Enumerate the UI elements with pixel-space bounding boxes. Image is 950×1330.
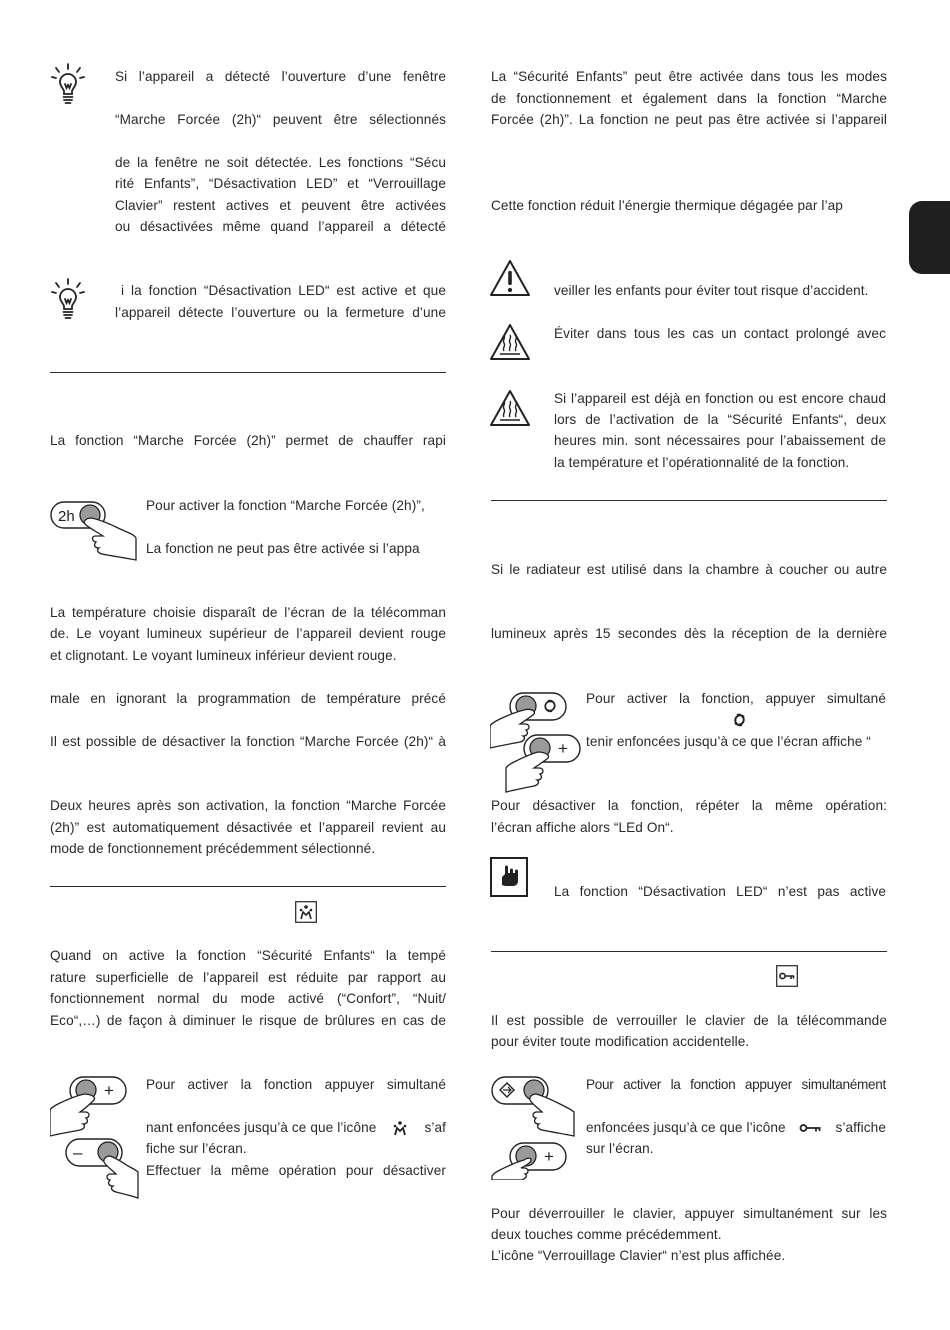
clavier-act-l2 <box>586 1117 886 1139</box>
chapter-tab <box>909 201 950 274</box>
sec-cont-l3: Forcée (2h)”. La fonction ne peut pas être activée si l’appareil <box>491 112 887 127</box>
led-inline-icon <box>731 711 749 729</box>
sec-cont-l1: La “Sécurité Enfants” peut être activée dans tous les modes <box>491 69 887 84</box>
section-divider <box>50 372 446 373</box>
securite-act-l2 <box>146 1117 446 1139</box>
led-p1: Si le radiateur est utilisé dans la chambre à coucher ou autre <box>491 562 887 577</box>
minus-glyph: – <box>73 1143 83 1162</box>
hot-surface-icon <box>489 323 531 361</box>
plus-glyph: + <box>558 739 568 758</box>
lightbulb-tip-icon <box>50 277 86 321</box>
note-hand-icon <box>490 857 528 897</box>
clavier-act-l2b: s’affiche <box>835 1120 886 1135</box>
marche-para4-l3: mode de fonctionnement précédemment sélectionné. <box>50 841 376 856</box>
led-deact-l2: l’écran affiche alors “LEd On“. <box>491 820 674 835</box>
button-minus-press-icon <box>64 1136 140 1202</box>
clavier-p1-l2: pour éviter toute modification accidentelle. <box>491 1034 750 1049</box>
key-inline-icon <box>799 1122 823 1134</box>
button-plus-press-icon <box>504 732 582 794</box>
warn1-text: veiller les enfants pour éviter tout risque d’accident. <box>554 283 869 298</box>
led-act-l1: Pour activer la fonction, appuyer simultané <box>586 691 886 706</box>
section-divider <box>491 500 887 501</box>
marche-para2: male en ignorant la programmation de température précé <box>50 691 446 706</box>
button-plus-press-icon <box>50 1074 142 1140</box>
securite-act-l1: Pour activer la fonction appuyer simultané <box>146 1077 446 1092</box>
securite-p1-l1: Quand on active la fonction “Sécurité Enfants“ la tempé <box>50 948 446 963</box>
marche-para1-l3: et clignotant. Le voyant lumineux inférieur devient rouge. <box>50 648 397 663</box>
warn3-l2: lors de l’activation de la “Sécurité Enfants“, deux <box>554 412 886 427</box>
securite-p1-l3: fonctionnement normal du mode activé (“Confort”, “Nuit/ <box>50 991 446 1006</box>
securite-act-l4: Effectuer la même opération pour désactiver <box>146 1163 446 1178</box>
tip2-line2: l’appareil détecte l’ouverture ou la fermeture d’une <box>115 305 446 320</box>
button-plus-press-icon <box>490 1140 570 1180</box>
tip1-line3: de la fenêtre ne soit détectée. Les fonctions “Sécu <box>115 155 446 170</box>
sec-cont-l2: de fonctionnement et également dans la fonction “Marche <box>491 91 887 106</box>
marche-para4-l2: (2h)” est automatiquement désactivée et l’appareil revient au <box>50 820 446 835</box>
section-divider <box>50 886 446 887</box>
clavier-p1-l1: Il est possible de verrouiller le clavier de la télécommande <box>491 1013 887 1028</box>
warn3-l1: Si l’appareil est déjà en fonction ou est encore chaud <box>554 391 886 406</box>
plus-glyph: + <box>544 1147 554 1166</box>
svg-text:2h: 2h <box>58 508 75 525</box>
button-mode-press-icon <box>490 1074 582 1140</box>
marche-activate: Pour activer la fonction “Marche Forcée (2h)”, <box>146 498 425 513</box>
hot-surface-icon <box>489 389 531 427</box>
led-act-l2: tenir enfoncées jusqu’à ce que l’écran affiche “ <box>586 734 871 749</box>
marche-para3: Il est possible de désactiver la fonction “Marche Forcée (2h)“ à <box>50 734 446 749</box>
tip1-line2: “Marche Forcée (2h)“ peuvent être sélectionnés <box>115 112 446 127</box>
led-p2: lumineux après 15 secondes dès la réception de la dernière <box>491 626 887 641</box>
led-note: La fonction “Désactivation LED“ n’est pas active <box>554 884 886 899</box>
clavier-unlock-l3: L’icône “Verrouillage Clavier“ n’est plus affichée. <box>491 1248 786 1263</box>
securite-p1-l2: rature superficielle de l’appareil est réduite par rapport au <box>50 970 446 985</box>
securite-p1-l4: Eco“,…) de façon à diminuer le risque de brûlures en cas de <box>50 1013 446 1028</box>
tip2-line1: i la fonction “Désactivation LED“ est active et que <box>121 283 446 298</box>
securite-act-l2a: nant enfoncées jusqu’à ce que l’icône <box>146 1120 377 1135</box>
marche-para1-l2: de. Le voyant lumineux supérieur de l’appareil devient rouge <box>50 626 446 641</box>
marche-cannot: La fonction ne peut pas être activée si l’appa <box>146 541 420 556</box>
sec-cont-energy: Cette fonction réduit l’énergie thermique dégagée par l’ap <box>491 198 843 213</box>
child-lock-inline-icon <box>391 1119 409 1137</box>
marche-intro: La fonction “Marche Forcée (2h)” permet de chauffer rapi <box>50 433 446 448</box>
warn3-l4: la température et l’opérationnalité de la fonction. <box>554 455 850 470</box>
button-2h-press-icon <box>50 496 140 564</box>
tip1-line5: Clavier” restent actives et peuvent être activées <box>115 198 446 213</box>
svg-text:+: + <box>104 1081 114 1100</box>
clavier-unlock-l1: Pour déverrouiller le clavier, appuyer simultanément sur les <box>491 1206 887 1221</box>
child-lock-icon <box>295 901 317 923</box>
clavier-act-l3: sur l’écran. <box>586 1141 654 1156</box>
section-divider <box>491 951 887 952</box>
tip1-line1: Si l’appareil a détecté l’ouverture d’une fenêtre <box>115 69 446 84</box>
tip1-line4: rité Enfants”, “Désactivation LED” et “Verrouillage <box>115 176 446 191</box>
marche-para1-l1: La température choisie disparaît de l’écran de la télécomman <box>50 605 446 620</box>
warn2-text: Éviter dans tous les cas un contact prolongé avec <box>554 326 886 341</box>
tip1-line6: ou désactivées même quand l’appareil a détecté <box>115 219 446 234</box>
securite-act-l3: fiche sur l’écran. <box>146 1141 247 1156</box>
warning-icon <box>489 259 531 297</box>
clavier-act-l1: Pour activer la fonction appuyer simultanément <box>586 1077 886 1092</box>
lightbulb-tip-icon <box>50 62 86 106</box>
clavier-unlock-l2: deux touches comme précédemment. <box>491 1227 722 1242</box>
led-deact-l1: Pour désactiver la fonction, répéter la même opération: <box>491 798 887 813</box>
warn3-l3: heures min. sont nécessaires pour l’abaissement de <box>554 433 886 448</box>
marche-para4-l1: Deux heures après son activation, la fonction “Marche Forcée <box>50 798 446 813</box>
clavier-act-l2a: enfoncées jusqu’à ce que l’icône <box>586 1120 786 1135</box>
securite-act-l2b: s’af <box>424 1120 446 1135</box>
keypad-lock-icon <box>776 965 798 987</box>
